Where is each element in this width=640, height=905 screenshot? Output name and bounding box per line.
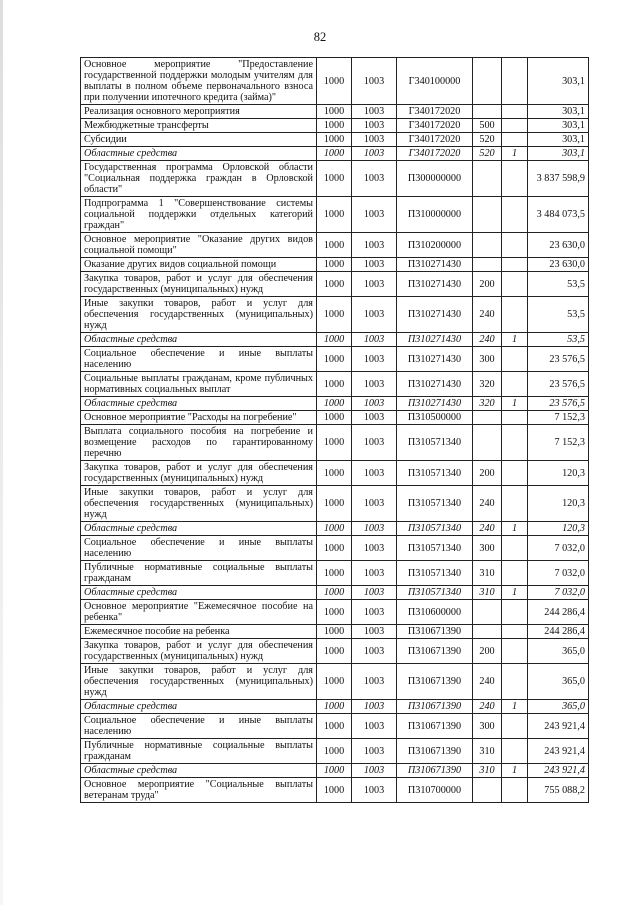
subsection-code: 1003 (352, 372, 397, 397)
subsection-code: 1003 (352, 664, 397, 700)
section-code: 1000 (317, 347, 352, 372)
subsection-code: 1003 (352, 147, 397, 161)
item-name: Основное мероприятие "Социальные выплаты ветеранам труда" (81, 778, 317, 803)
table-row (81, 133, 589, 147)
section-code: 1000 (317, 372, 352, 397)
item-name: Закупка товаров, работ и услуг для обеспечения государственных (муниципальных) нужд (81, 639, 317, 664)
expense-type-code: 240 (473, 297, 502, 333)
item-name: Областные средства (81, 397, 317, 411)
item-name: Государственная программа Орловской области "Социальная поддержка граждан в Орловской области" (81, 161, 317, 197)
section-code: 1000 (317, 625, 352, 639)
item-name: Закупка товаров, работ и услуг для обеспечения государственных (муниципальных) нужд (81, 272, 317, 297)
budget-table (80, 57, 589, 803)
target-article-code: П310200000 (397, 233, 473, 258)
expense-type-code: 310 (473, 586, 502, 600)
expense-type-code (473, 197, 502, 233)
target-article-code: П310500000 (397, 411, 473, 425)
subsection-code: 1003 (352, 347, 397, 372)
subsection-code: 1003 (352, 297, 397, 333)
section-code: 1000 (317, 764, 352, 778)
subsection-code: 1003 (352, 58, 397, 105)
target-article-code: П310571340 (397, 461, 473, 486)
item-name: Основное мероприятие "Предоставление государственной поддержки молодым учителям для выплаты в полном объеме первоначального взноса при получении ипотечного кредита (займа)" (81, 58, 317, 105)
additional-code (502, 233, 528, 258)
additional-code (502, 664, 528, 700)
subsection-code: 1003 (352, 536, 397, 561)
table-row (81, 486, 589, 522)
subsection-code: 1003 (352, 233, 397, 258)
amount: 23 576,5 (528, 347, 589, 372)
section-code: 1000 (317, 161, 352, 197)
expense-type-code: 310 (473, 561, 502, 586)
section-code: 1000 (317, 714, 352, 739)
subsection-code: 1003 (352, 486, 397, 522)
subsection-code: 1003 (352, 161, 397, 197)
subsection-code: 1003 (352, 778, 397, 803)
target-article-code: П310271430 (397, 297, 473, 333)
additional-code (502, 639, 528, 664)
table-body (81, 58, 589, 803)
section-code: 1000 (317, 586, 352, 600)
amount: 365,0 (528, 639, 589, 664)
table-row (81, 778, 589, 803)
additional-code (502, 536, 528, 561)
section-code: 1000 (317, 461, 352, 486)
expense-type-code (473, 425, 502, 461)
table-row (81, 639, 589, 664)
additional-code (502, 600, 528, 625)
table-row (81, 739, 589, 764)
amount: 120,3 (528, 486, 589, 522)
target-article-code: П310700000 (397, 778, 473, 803)
table-row (81, 461, 589, 486)
item-name: Публичные нормативные социальные выплаты гражданам (81, 739, 317, 764)
expense-type-code: 240 (473, 486, 502, 522)
section-code: 1000 (317, 561, 352, 586)
additional-code (502, 372, 528, 397)
additional-code (502, 297, 528, 333)
amount: 244 286,4 (528, 625, 589, 639)
additional-code (502, 461, 528, 486)
target-article-code: П310671390 (397, 714, 473, 739)
target-article-code: П310271430 (397, 397, 473, 411)
section-code: 1000 (317, 272, 352, 297)
amount: 23 630,0 (528, 233, 589, 258)
expense-type-code: 300 (473, 536, 502, 561)
subsection-code: 1003 (352, 522, 397, 536)
subsection-code: 1003 (352, 714, 397, 739)
subsection-code: 1003 (352, 461, 397, 486)
subsection-code: 1003 (352, 600, 397, 625)
table-row (81, 105, 589, 119)
expense-type-code (473, 58, 502, 105)
subsection-code: 1003 (352, 272, 397, 297)
amount: 244 286,4 (528, 600, 589, 625)
table-row (81, 147, 589, 161)
additional-code (502, 133, 528, 147)
amount: 53,5 (528, 333, 589, 347)
additional-code (502, 714, 528, 739)
amount: 243 921,4 (528, 739, 589, 764)
expense-type-code: 520 (473, 133, 502, 147)
expense-type-code: 320 (473, 372, 502, 397)
table-row (81, 714, 589, 739)
item-name: Публичные нормативные социальные выплаты гражданам (81, 561, 317, 586)
expense-type-code (473, 778, 502, 803)
expense-type-code (473, 625, 502, 639)
item-name: Областные средства (81, 764, 317, 778)
amount: 7 032,0 (528, 561, 589, 586)
section-code: 1000 (317, 486, 352, 522)
section-code: 1000 (317, 105, 352, 119)
subsection-code: 1003 (352, 425, 397, 461)
section-code: 1000 (317, 536, 352, 561)
item-name: Выплата социального пособия на погребение и возмещение расходов по гарантированному перечню (81, 425, 317, 461)
target-article-code: П310671390 (397, 764, 473, 778)
target-article-code: П310671390 (397, 625, 473, 639)
table-row (81, 425, 589, 461)
section-code: 1000 (317, 600, 352, 625)
additional-code (502, 625, 528, 639)
target-article-code: Г340100000 (397, 58, 473, 105)
target-article-code: Г340172020 (397, 147, 473, 161)
section-code: 1000 (317, 258, 352, 272)
expense-type-code: 300 (473, 714, 502, 739)
item-name: Иные закупки товаров, работ и услуг для обеспечения государственных (муниципальных) нужд (81, 486, 317, 522)
additional-code: 1 (502, 397, 528, 411)
table-row (81, 561, 589, 586)
target-article-code: Г340172020 (397, 133, 473, 147)
amount: 243 921,4 (528, 714, 589, 739)
target-article-code: Г340172020 (397, 105, 473, 119)
section-code: 1000 (317, 58, 352, 105)
expense-type-code: 310 (473, 739, 502, 764)
item-name: Иные закупки товаров, работ и услуг для обеспечения государственных (муниципальных) нужд (81, 297, 317, 333)
item-name: Областные средства (81, 522, 317, 536)
section-code: 1000 (317, 739, 352, 764)
amount: 7 152,3 (528, 425, 589, 461)
table-row (81, 119, 589, 133)
target-article-code: П310271430 (397, 372, 473, 397)
item-name: Областные средства (81, 700, 317, 714)
expense-type-code (473, 233, 502, 258)
table-row (81, 700, 589, 714)
additional-code: 1 (502, 586, 528, 600)
additional-code (502, 119, 528, 133)
section-code: 1000 (317, 639, 352, 664)
table-row (81, 197, 589, 233)
target-article-code: П310671390 (397, 700, 473, 714)
amount: 3 837 598,9 (528, 161, 589, 197)
amount: 53,5 (528, 272, 589, 297)
section-code: 1000 (317, 664, 352, 700)
table-row (81, 625, 589, 639)
additional-code (502, 347, 528, 372)
expense-type-code (473, 258, 502, 272)
target-article-code: П310571340 (397, 561, 473, 586)
additional-code (502, 561, 528, 586)
item-name: Основное мероприятие "Ежемесячное пособие на ребенка" (81, 600, 317, 625)
subsection-code: 1003 (352, 333, 397, 347)
additional-code (502, 272, 528, 297)
amount: 23 576,5 (528, 397, 589, 411)
amount: 303,1 (528, 147, 589, 161)
subsection-code: 1003 (352, 119, 397, 133)
target-article-code: П310271430 (397, 272, 473, 297)
expense-type-code: 500 (473, 119, 502, 133)
subsection-code: 1003 (352, 764, 397, 778)
additional-code (502, 411, 528, 425)
item-name: Реализация основного мероприятия (81, 105, 317, 119)
item-name: Социальное обеспечение и иные выплаты населению (81, 714, 317, 739)
item-name: Основное мероприятие "Расходы на погребение" (81, 411, 317, 425)
table-row (81, 411, 589, 425)
page-number: 82 (313, 30, 327, 44)
target-article-code: П310271430 (397, 258, 473, 272)
amount: 23 630,0 (528, 258, 589, 272)
subsection-code: 1003 (352, 625, 397, 639)
amount: 755 088,2 (528, 778, 589, 803)
expense-type-code (473, 411, 502, 425)
table-row (81, 522, 589, 536)
target-article-code: П310600000 (397, 600, 473, 625)
additional-code: 1 (502, 764, 528, 778)
subsection-code: 1003 (352, 397, 397, 411)
item-name: Социальное обеспечение и иные выплаты населению (81, 347, 317, 372)
table-row (81, 272, 589, 297)
target-article-code: П300000000 (397, 161, 473, 197)
expense-type-code: 310 (473, 764, 502, 778)
expense-type-code: 240 (473, 664, 502, 700)
expense-type-code: 240 (473, 333, 502, 347)
expense-type-code (473, 105, 502, 119)
item-name: Ежемесячное пособие на ребенка (81, 625, 317, 639)
target-article-code: П310571340 (397, 536, 473, 561)
target-article-code: П310271430 (397, 333, 473, 347)
item-name: Подпрограмма 1 "Совершенствование системы социальной поддержки отдельных категорий граждан" (81, 197, 317, 233)
amount: 23 576,5 (528, 372, 589, 397)
additional-code (502, 486, 528, 522)
section-code: 1000 (317, 133, 352, 147)
amount: 243 921,4 (528, 764, 589, 778)
section-code: 1000 (317, 233, 352, 258)
section-code: 1000 (317, 700, 352, 714)
table-row (81, 333, 589, 347)
item-name: Иные закупки товаров, работ и услуг для обеспечения государственных (муниципальных) нужд (81, 664, 317, 700)
item-name: Социальное обеспечение и иные выплаты населению (81, 536, 317, 561)
item-name: Социальные выплаты гражданам, кроме публичных нормативных социальных выплат (81, 372, 317, 397)
section-code: 1000 (317, 522, 352, 536)
additional-code: 1 (502, 700, 528, 714)
subsection-code: 1003 (352, 561, 397, 586)
table-row (81, 258, 589, 272)
scan-edge (0, 0, 3, 905)
amount: 365,0 (528, 700, 589, 714)
section-code: 1000 (317, 411, 352, 425)
expense-type-code: 200 (473, 461, 502, 486)
subsection-code: 1003 (352, 105, 397, 119)
additional-code: 1 (502, 522, 528, 536)
section-code: 1000 (317, 397, 352, 411)
item-name: Областные средства (81, 333, 317, 347)
additional-code (502, 197, 528, 233)
additional-code (502, 58, 528, 105)
item-name: Основное мероприятие "Оказание других видов социальной помощи" (81, 233, 317, 258)
target-article-code: П310671390 (397, 639, 473, 664)
amount: 7 152,3 (528, 411, 589, 425)
table-row (81, 347, 589, 372)
subsection-code: 1003 (352, 586, 397, 600)
section-code: 1000 (317, 119, 352, 133)
table-row (81, 664, 589, 700)
table-row (81, 233, 589, 258)
additional-code (502, 425, 528, 461)
additional-code: 1 (502, 147, 528, 161)
amount: 3 484 073,5 (528, 197, 589, 233)
section-code: 1000 (317, 147, 352, 161)
additional-code (502, 105, 528, 119)
additional-code (502, 739, 528, 764)
table-row (81, 536, 589, 561)
expense-type-code: 240 (473, 522, 502, 536)
additional-code: 1 (502, 333, 528, 347)
target-article-code: П310571340 (397, 522, 473, 536)
amount: 53,5 (528, 297, 589, 333)
table-row (81, 764, 589, 778)
table-row (81, 372, 589, 397)
amount: 303,1 (528, 105, 589, 119)
target-article-code: Г340172020 (397, 119, 473, 133)
subsection-code: 1003 (352, 700, 397, 714)
table-row (81, 161, 589, 197)
amount: 365,0 (528, 664, 589, 700)
amount: 7 032,0 (528, 536, 589, 561)
expense-type-code (473, 161, 502, 197)
table-row (81, 297, 589, 333)
subsection-code: 1003 (352, 739, 397, 764)
additional-code (502, 258, 528, 272)
expense-type-code: 240 (473, 700, 502, 714)
table-row (81, 600, 589, 625)
table-row (81, 586, 589, 600)
subsection-code: 1003 (352, 258, 397, 272)
amount: 120,3 (528, 461, 589, 486)
table-row (81, 397, 589, 411)
subsection-code: 1003 (352, 197, 397, 233)
expense-type-code: 200 (473, 639, 502, 664)
section-code: 1000 (317, 333, 352, 347)
expense-type-code: 320 (473, 397, 502, 411)
amount: 303,1 (528, 119, 589, 133)
expense-type-code: 300 (473, 347, 502, 372)
target-article-code: П310671390 (397, 739, 473, 764)
expense-type-code: 520 (473, 147, 502, 161)
target-article-code: П310571340 (397, 586, 473, 600)
additional-code (502, 161, 528, 197)
amount: 303,1 (528, 58, 589, 105)
table-row (81, 58, 589, 105)
target-article-code: П310671390 (397, 664, 473, 700)
target-article-code: П310271430 (397, 347, 473, 372)
amount: 7 032,0 (528, 586, 589, 600)
expense-type-code (473, 600, 502, 625)
item-name: Закупка товаров, работ и услуг для обеспечения государственных (муниципальных) нужд (81, 461, 317, 486)
additional-code (502, 778, 528, 803)
subsection-code: 1003 (352, 639, 397, 664)
target-article-code: П310571340 (397, 425, 473, 461)
target-article-code: П310000000 (397, 197, 473, 233)
target-article-code: П310571340 (397, 486, 473, 522)
item-name: Областные средства (81, 147, 317, 161)
section-code: 1000 (317, 778, 352, 803)
item-name: Межбюджетные трансферты (81, 119, 317, 133)
section-code: 1000 (317, 297, 352, 333)
amount: 120,3 (528, 522, 589, 536)
item-name: Областные средства (81, 586, 317, 600)
section-code: 1000 (317, 197, 352, 233)
subsection-code: 1003 (352, 411, 397, 425)
amount: 303,1 (528, 133, 589, 147)
subsection-code: 1003 (352, 133, 397, 147)
item-name: Субсидии (81, 133, 317, 147)
section-code: 1000 (317, 425, 352, 461)
expense-type-code: 200 (473, 272, 502, 297)
item-name: Оказание других видов социальной помощи (81, 258, 317, 272)
